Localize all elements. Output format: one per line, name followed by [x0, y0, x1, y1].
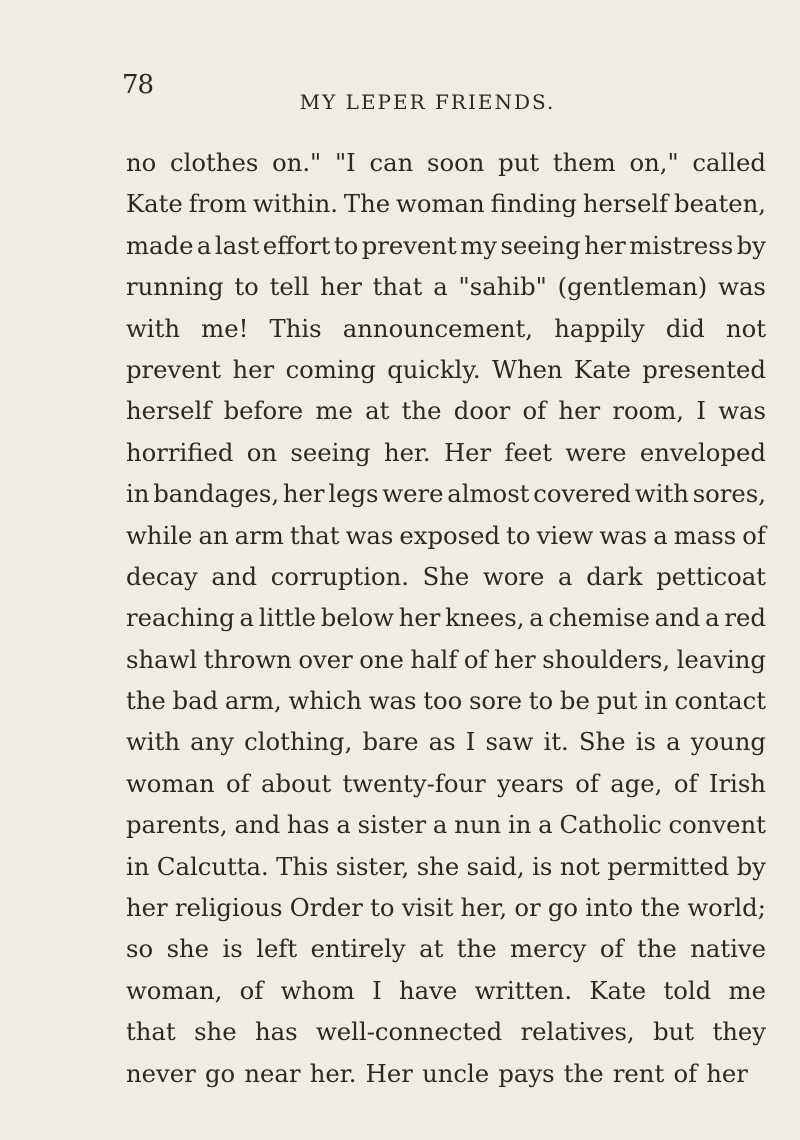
text-line: with me! This announcement, happily did not	[126, 313, 766, 343]
text-line: decay and corruption. She wore a dark petticoat	[126, 561, 766, 591]
page-number: 78	[122, 70, 154, 100]
text-line: running to tell her that a "sahib" (gentleman) was	[126, 272, 766, 302]
text-line: in Calcutta. This sister, she said, is not permitted by	[126, 851, 766, 881]
running-head: MY LEPER FRIENDS.	[299, 90, 556, 114]
text-line: horrified on seeing her. Her feet were enveloped	[126, 437, 766, 467]
body-text	[126, 150, 766, 1102]
text-line: prevent her coming quickly. When Kate presented	[126, 354, 766, 384]
text-line: no clothes on." "I can soon put them on," called	[126, 148, 766, 177]
text-line: woman of about twenty-four years of age, of Irish	[126, 768, 766, 798]
text-line: so she is left entirely at the mercy of the native	[126, 934, 766, 964]
text-line: in bandages, her legs were almost covered with sores,	[126, 479, 766, 509]
text-line: the bad arm, which was too sore to be put in contact	[126, 686, 766, 716]
text-line: while an arm that was exposed to view was a mass of	[126, 520, 766, 550]
text-line: made a last effort to prevent my seeing her mistress by	[126, 230, 766, 260]
text-line: that she has well-connected relatives, but they	[126, 1017, 766, 1047]
text-line: shawl thrown over one half of her shoulders, leaving	[126, 644, 766, 674]
text-line: never go near her. Her uncle pays the rent of her	[126, 1058, 748, 1088]
text-line: Kate from within. The woman finding herself beaten,	[126, 189, 766, 219]
text-line: herself before me at the door of her room, I was	[126, 396, 766, 426]
text-line: reaching a little below her knees, a chemise and a red	[126, 603, 766, 633]
text-line: with any clothing, bare as I saw it. She is a young	[126, 727, 766, 757]
text-line: parents, and has a sister a nun in a Catholic convent	[126, 810, 766, 840]
text-line: woman, of whom I have written. Kate told me	[126, 975, 766, 1005]
text-line: her religious Order to visit her, or go into the world;	[126, 893, 766, 923]
